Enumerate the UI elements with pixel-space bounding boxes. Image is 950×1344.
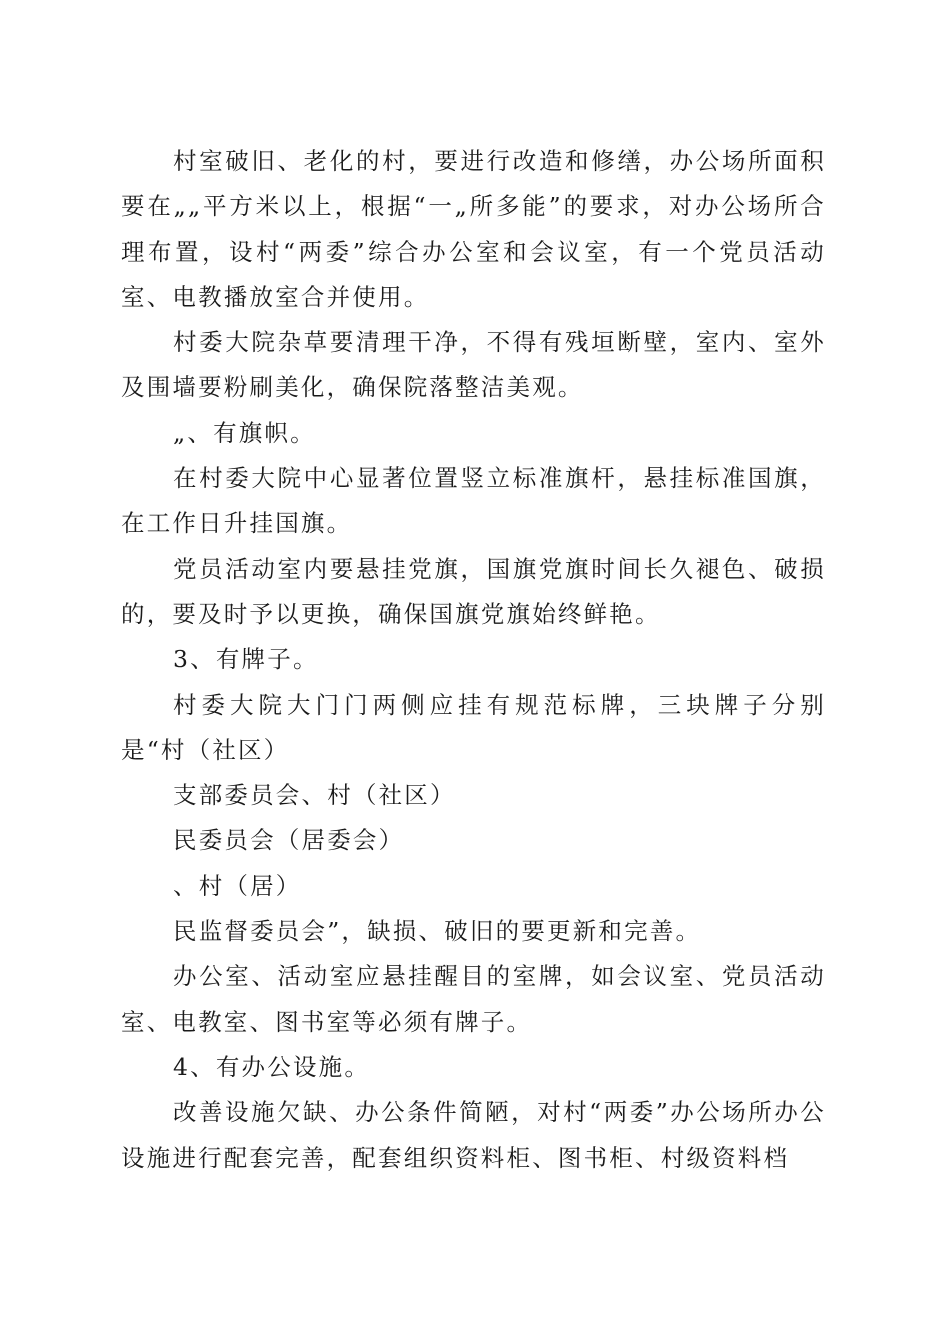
paragraph-signboard-committee: 民委员会（居委会）: [173, 826, 405, 855]
heading-office-facilities: 4、有办公设施。: [173, 1052, 371, 1081]
paragraph-signboards-intro: 村委大院大门门两侧应挂有规范标牌，三块牌子分别是“村（社区）: [121, 690, 826, 764]
heading-flags: „、有旗帜。: [173, 418, 316, 447]
paragraph-signboard-village: 、村（居）: [173, 871, 302, 900]
paragraph-office-renovation: 村室破旧、老化的村，要进行改造和修缮，办公场所面积要在„„平方米以上，根据“一„所多能”的要求，对办公场所合理布置，设村“两委”综合办公室和会议室，有一个党员活动室、电教播放室合并使用。: [121, 147, 826, 311]
heading-signboards: 3、有牌子。: [173, 645, 319, 674]
paragraph-signboard-branch: 支部委员会、村（社区）: [173, 781, 456, 810]
paragraph-room-plates: 办公室、活动室应悬挂醒目的室牌，如会议室、党员活动室、电教室、图书室等必须有牌子。: [121, 962, 826, 1036]
paragraph-signboard-supervision: 民监督委员会”，缺损、破旧的要更新和完善。: [173, 917, 702, 946]
paragraph-courtyard-cleanup: 村委大院杂草要清理干净，不得有残垣断壁，室内、室外及围墙要粉刷美化，确保院落整洁美观。: [121, 328, 826, 402]
paragraph-national-flag: 在村委大院中心显著位置竖立标准旗杆，悬挂标准国旗，在工作日升挂国旗。: [121, 464, 826, 538]
document-body: [121, 139, 826, 1181]
paragraph-party-flag: 党员活动室内要悬挂党旗，国旗党旗时间长久褪色、破损的，要及时予以更换，确保国旗党旗始终鲜艳。: [121, 554, 826, 628]
paragraph-office-facilities: 改善设施欠缺、办公条件简陋，对村“两委”办公场所办公设施进行配套完善，配套组织资料柜、图书柜、村级资料档: [121, 1098, 826, 1172]
